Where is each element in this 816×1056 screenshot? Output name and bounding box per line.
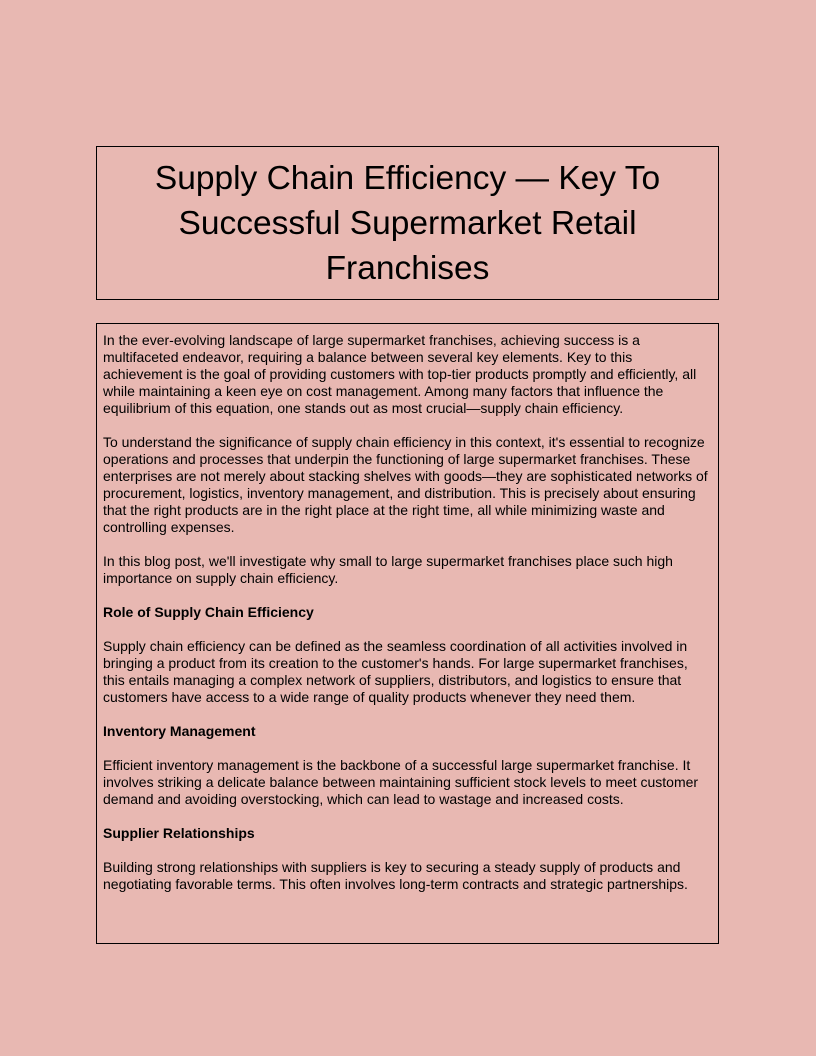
section-heading-inventory: Inventory Management	[103, 723, 256, 739]
paragraph-intro: In the ever-evolving landscape of large supermarket franchises, achieving success is a multifaceted endeavor, requiring a balance between several key elements. Key to this achievement is the goal of providing customers with top-tier products promptly and efficiently, all while maintaining a keen eye on cost management. Among many factors that influence the equilibrium of this equation, one stands out as most crucial—supply chain efficiency.	[103, 332, 697, 416]
page-title: Supply Chain Efficiency — Key To Successful Supermarket Retail Franchises	[154, 159, 661, 287]
paragraph-suppliers: Building strong relationships with suppliers is key to securing a steady supply of products and negotiating favorable terms. This often involves long-term contracts and strategic partnerships.	[103, 859, 688, 892]
section-heading-suppliers: Supplier Relationships	[103, 825, 255, 841]
title-box	[96, 146, 719, 300]
content-box	[96, 323, 719, 944]
paragraph-role: Supply chain efficiency can be defined as the seamless coordination of all activities involved in bringing a product from its creation to the customer's hands. For large supermarket franchises, this entails managing a complex network of suppliers, distributors, and logistics to ensure that customers have access to a wide range of quality products whenever they need them.	[103, 638, 688, 705]
paragraph-significance: To understand the significance of supply chain efficiency in this context, it's essential to recognize operations and processes that underpin the functioning of large supermarket franchises. These enterprises are not merely about stacking shelves with goods—they are sophisticated networks of procurement, logistics, inventory management, and distribution. This is precisely about ensuring that the right products are in the right place at the right time, all while minimizing waste and controlling expenses.	[103, 434, 708, 535]
section-heading-role: Role of Supply Chain Efficiency	[103, 604, 314, 620]
paragraph-inventory: Efficient inventory management is the backbone of a successful large supermarket franchise. It involves striking a delicate balance between maintaining sufficient stock levels to meet customer demand and avoiding overstocking, which can lead to wastage and increased costs.	[103, 757, 699, 807]
paragraph-blog-purpose: In this blog post, we'll investigate why small to large supermarket franchises place such high importance on supply chain efficiency.	[103, 553, 673, 586]
